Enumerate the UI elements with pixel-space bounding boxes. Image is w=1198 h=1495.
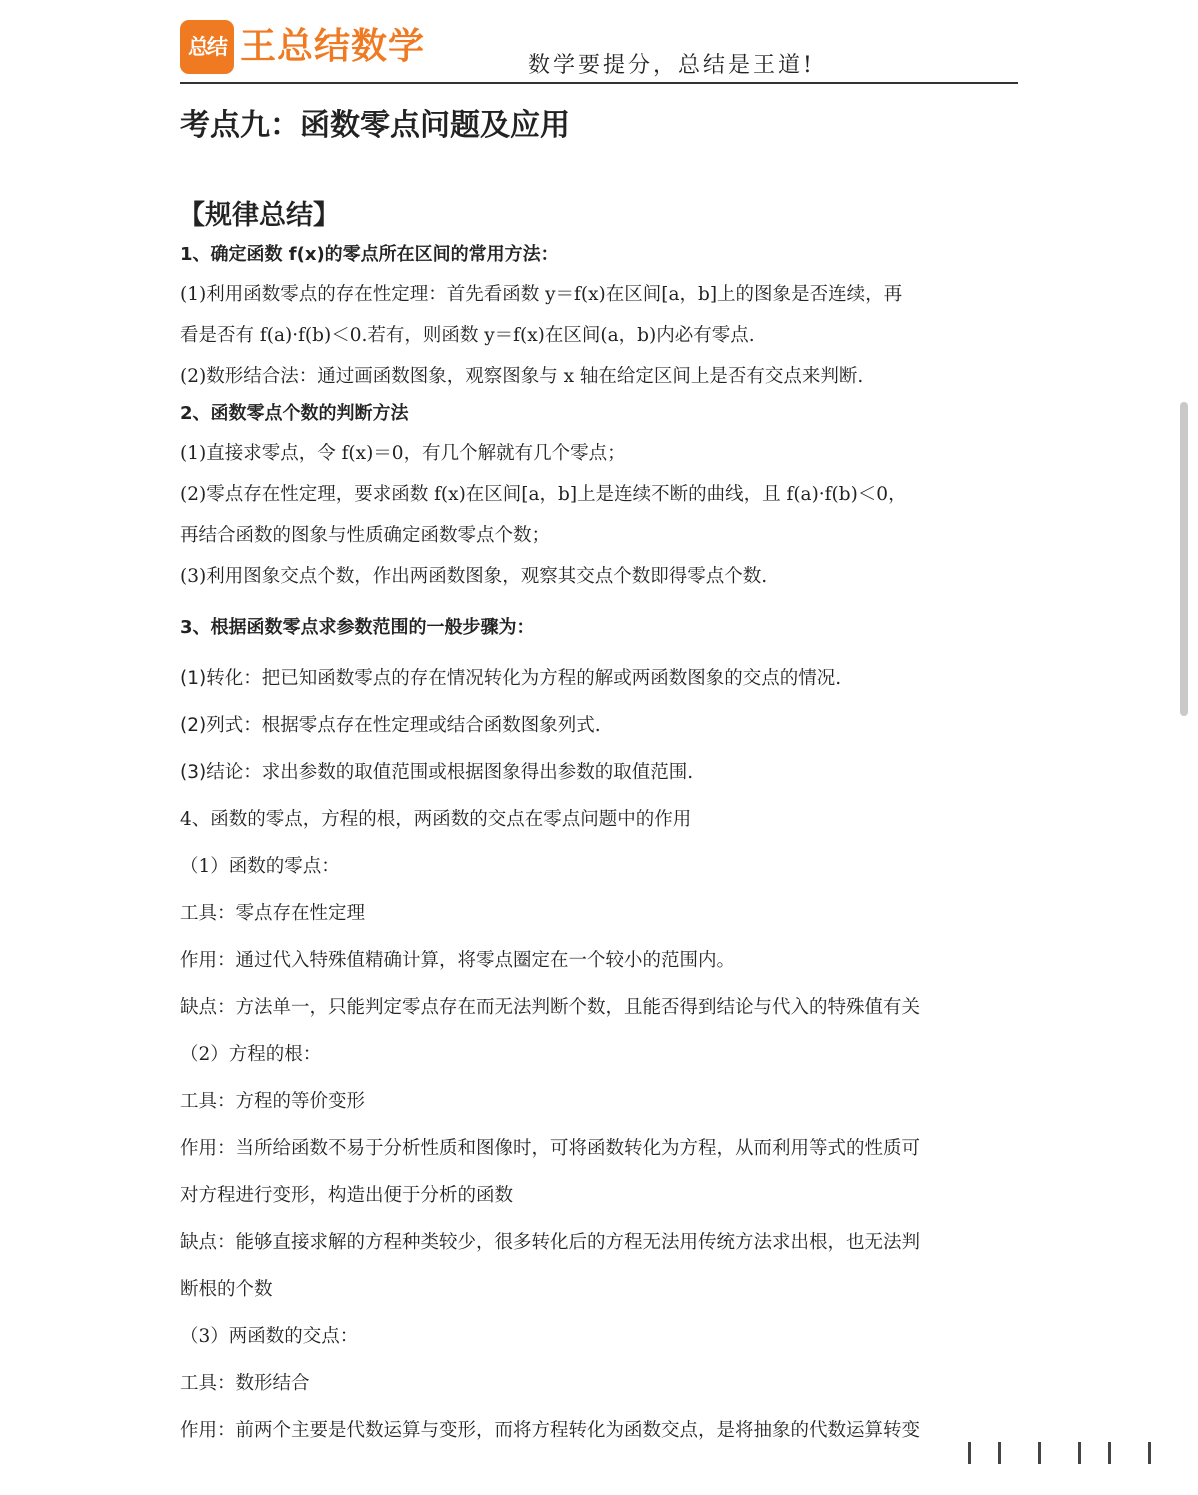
part-2-heading: 2、函数零点个数的判断方法 (180, 403, 409, 424)
item-number: (3) (180, 762, 207, 783)
paragraph-line (180, 655, 1020, 702)
item-text: 结论：求出参数的取值范围或根据图象得出参数的取值范围. (206, 762, 694, 783)
part-4-heading: 4、函数的零点，方程的根，两函数的交点在零点问题中的作用 (180, 809, 692, 830)
paragraph-line: 对方程进行变形，构造出便于分析的函数 (180, 1185, 514, 1206)
paragraph-line: 缺点：能够直接求解的方程种类较少，很多转化后的方程无法用传统方法求出根，也无法判 (180, 1232, 921, 1253)
paragraph-line (180, 702, 1020, 749)
paragraph-line: (3)利用图象交点个数，作出两函数图象，观察其交点个数即得零点个数. (180, 566, 768, 587)
paragraph-line: 缺点：方法单一，只能判定零点存在而无法判断个数，且能否得到结论与代入的特殊值有关 (180, 997, 921, 1018)
paragraph-line: 断根的个数 (180, 1279, 273, 1300)
paragraph-line: 作用：当所给函数不易于分析性质和图像时，可将函数转化为方程，从而利用等式的性质可 (180, 1138, 921, 1159)
part-2 (180, 399, 1020, 597)
item-number: (1) (180, 668, 207, 689)
scrollbar[interactable] (1180, 402, 1188, 716)
paragraph-line (180, 749, 1020, 796)
part-1-heading: 1、确定函数 f(x)的零点所在区间的常用方法： (180, 244, 559, 265)
paragraph-line: (2)数形结合法：通过画函数图象，观察图象与 x 轴在给定区间上是否有交点来判断. (180, 366, 864, 387)
paragraph-line: 作用：通过代入特殊值精确计算，将零点圈定在一个较小的范围内。 (180, 950, 736, 971)
sub-heading: （1）函数的零点： (180, 856, 340, 877)
logo-badge: 总结 (180, 20, 234, 74)
paragraph-line: (2)零点存在性定理，要求函数 f(x)在区间[a，b]上是连续不断的曲线，且 f(a)·f(b)＜0， (180, 484, 907, 505)
section-title: 【规律总结】 (178, 200, 340, 231)
paragraph-line: (1)直接求零点，令 f(x)＝0，有几个解就有几个零点； (180, 443, 626, 464)
item-text: 转化：把已知函数零点的存在情况转化为方程的解或两函数图象的交点的情况. (206, 668, 842, 689)
paragraph-line: 工具：零点存在性定理 (180, 903, 366, 924)
paragraph-line: (1)利用函数零点的存在性定理：首先看函数 y＝f(x)在区间[a，b]上的图象是否连续，再 (180, 284, 903, 305)
page-header (180, 18, 1018, 84)
paragraph-line: 工具：方程的等价变形 (180, 1091, 366, 1112)
sub-heading: （2）方程的根： (180, 1044, 322, 1065)
paragraph-line: 作用：前两个主要是代数运算与变形，而将方程转化为函数交点，是将抽象的代数运算转变 (180, 1420, 921, 1441)
sub-heading: （3）两函数的交点： (180, 1326, 359, 1347)
page-title: 考点九：函数零点问题及应用 (180, 108, 570, 143)
part-3-heading: 3、根据函数零点求参数范围的一般步骤为： (180, 617, 535, 638)
part-4 (180, 796, 1020, 1454)
paragraph-line: 再结合函数的图象与性质确定函数零点个数； (180, 525, 551, 546)
slogan: 数学要提分，总结是王道! (528, 53, 815, 78)
item-number: (2) (180, 715, 207, 736)
part-3 (180, 613, 1020, 796)
logo-text: 王总结数学 (240, 26, 426, 67)
paragraph-line: 看是否有 f(a)·f(b)＜0.若有，则函数 y＝f(x)在区间(a，b)内必有零点. (180, 325, 755, 346)
document-body (180, 96, 1020, 1454)
watermark (958, 1420, 1168, 1480)
item-text: 列式：根据零点存在性定理或结合函数图象列式. (206, 715, 601, 736)
part-1 (180, 240, 1020, 397)
paragraph-line: 工具：数形结合 (180, 1373, 310, 1394)
